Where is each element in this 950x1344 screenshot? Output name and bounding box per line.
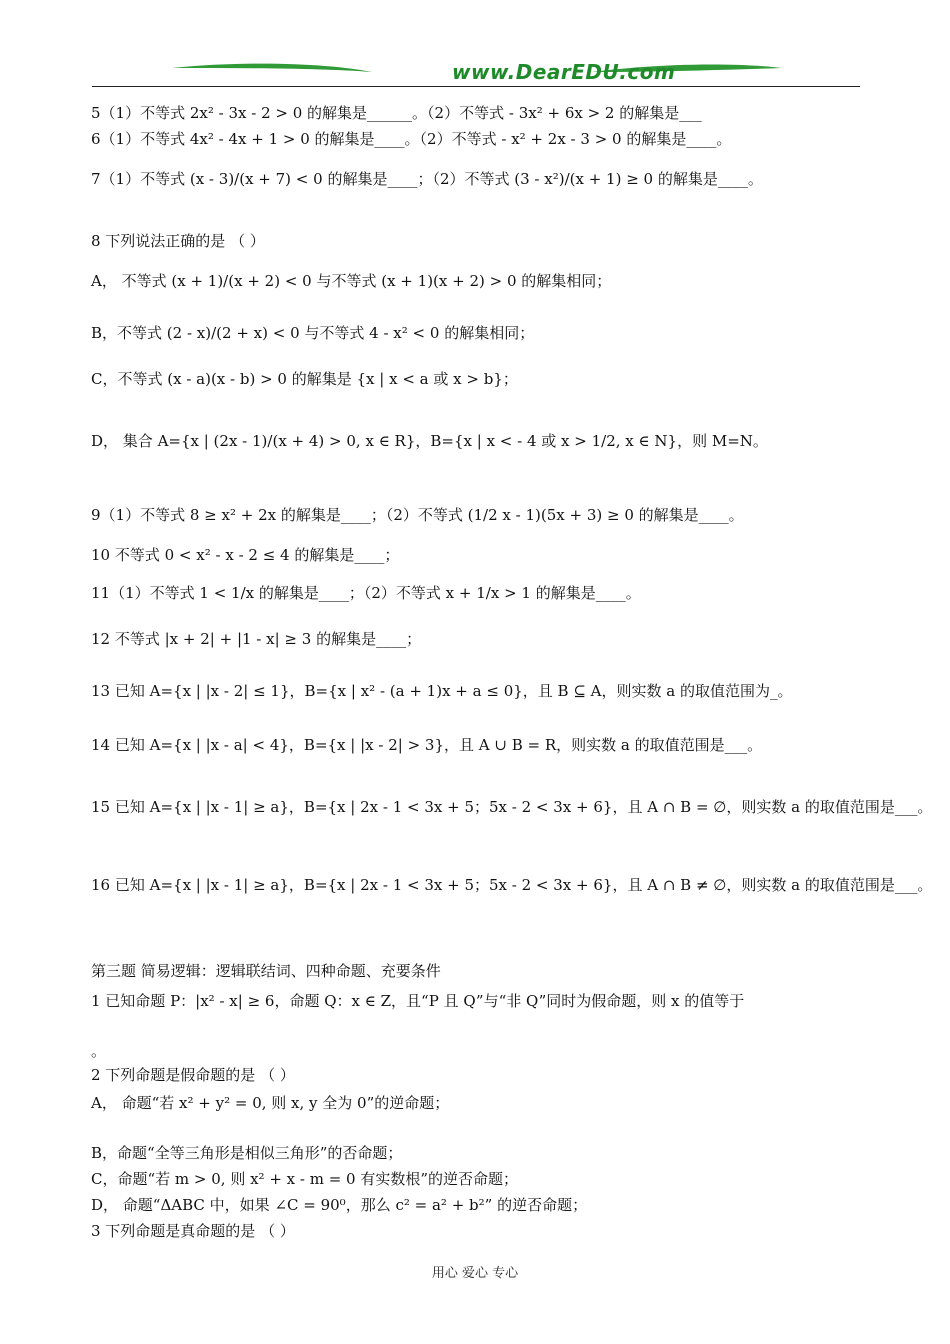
logic-question-2-option-d: D， 命题“ΔABC 中，如果 ∠C = 90⁰，那么 c² = a² + b²” 的逆否命题； <box>91 1196 588 1214</box>
logic-question-2-option-b: B，命题“全等三角形是相似三角形”的否命题； <box>91 1144 403 1162</box>
question-8-option-b: B，不等式 (2 - x)/(2 + x) < 0 与不等式 4 - x² < 0 的解集相同； <box>91 324 535 342</box>
question-8-option-a: A， 不等式 (x + 1)/(x + 2) < 0 与不等式 (x + 1)(x + 2) > 0 的解集相同； <box>91 272 612 290</box>
question-14: 14 已知 A={x | |x - a| < 4}，B={x | |x - 2| > 3}，且 A ∪ B = R，则实数 a 的取值范围是___。 <box>91 736 763 754</box>
section-heading: 第三题 简易逻辑：逻辑联结词、四种命题、充要条件 <box>91 962 441 980</box>
question-16: 16 已知 A={x | |x - 1| ≥ a}，B={x | 2x - 1 < 3x + 5；5x - 2 < 3x + 6}，且 A ∩ B ≠ ∅，则实数 a 的取值范围是___。 <box>91 876 933 894</box>
page-header <box>92 58 860 90</box>
logic-question-2-option-c: C，命题“若 m > 0, 则 x² + x - m = 0 有实数根”的逆否命题； <box>91 1170 519 1188</box>
logic-question-1: 1 已知命题 P：|x² - x| ≥ 6，命题 Q：x ∈ Z，且“P 且 Q”与“非 Q”同时为假命题，则 x 的值等于 <box>91 992 745 1010</box>
question-11: 11（1）不等式 1 < 1/x 的解集是____；（2）不等式 x + 1/x > 1 的解集是____。 <box>91 584 641 602</box>
question-8-option-c: C，不等式 (x - a)(x - b) > 0 的解集是 {x | x < a 或 x > b}； <box>91 370 518 388</box>
logic-question-1-end: 。 <box>91 1042 107 1060</box>
header-rule <box>92 86 860 87</box>
question-5: 5（1）不等式 2x² - 3x - 2 > 0 的解集是______。（2）不等式 - 3x² + 6x > 2 的解集是___ <box>91 104 702 122</box>
question-13: 13 已知 A={x | |x - 2| ≤ 1}，B={x | x² - (a + 1)x + a ≤ 0}，且 B ⊆ A，则实数 a 的取值范围为_。 <box>91 682 793 700</box>
question-12: 12 不等式 |x + 2| + |1 - x| ≥ 3 的解集是____； <box>91 630 422 648</box>
question-10: 10 不等式 0 < x² - x - 2 ≤ 4 的解集是____； <box>91 546 400 564</box>
question-7: 7（1）不等式 (x - 3)/(x + 7) < 0 的解集是____；（2）不等式 (3 - x²)/(x + 1) ≥ 0 的解集是____。 <box>91 170 763 188</box>
page-footer: 用心 爱心 专心 <box>431 1266 519 1281</box>
logic-question-3: 3 下列命题是真命题的是 （ ） <box>91 1222 295 1240</box>
logic-question-2-option-a: A， 命题“若 x² + y² = 0, 则 x, y 全为 0”的逆命题； <box>91 1094 450 1112</box>
logic-question-2: 2 下列命题是假命题的是 （ ） <box>91 1066 295 1084</box>
question-15: 15 已知 A={x | |x - 1| ≥ a}，B={x | 2x - 1 < 3x + 5；5x - 2 < 3x + 6}，且 A ∩ B = ∅，则实数 a 的取值范围是___。 <box>91 798 933 816</box>
question-6: 6（1）不等式 4x² - 4x + 1 > 0 的解集是____。（2）不等式 - x² + 2x - 3 > 0 的解集是____。 <box>91 130 732 148</box>
question-9: 9（1）不等式 8 ≥ x² + 2x 的解集是____；（2）不等式 (1/2 x - 1)(5x + 3) ≥ 0 的解集是____。 <box>91 506 744 524</box>
question-8-option-d: D， 集合 A={x | (2x - 1)/(x + 4) > 0, x ∈ R}，B={x | x < - 4 或 x > 1/2, x ∈ N}，则 M=N。 <box>91 432 768 450</box>
question-8: 8 下列说法正确的是 （ ） <box>91 232 265 250</box>
site-logo[interactable]: www.DearEDU.com <box>452 60 676 84</box>
